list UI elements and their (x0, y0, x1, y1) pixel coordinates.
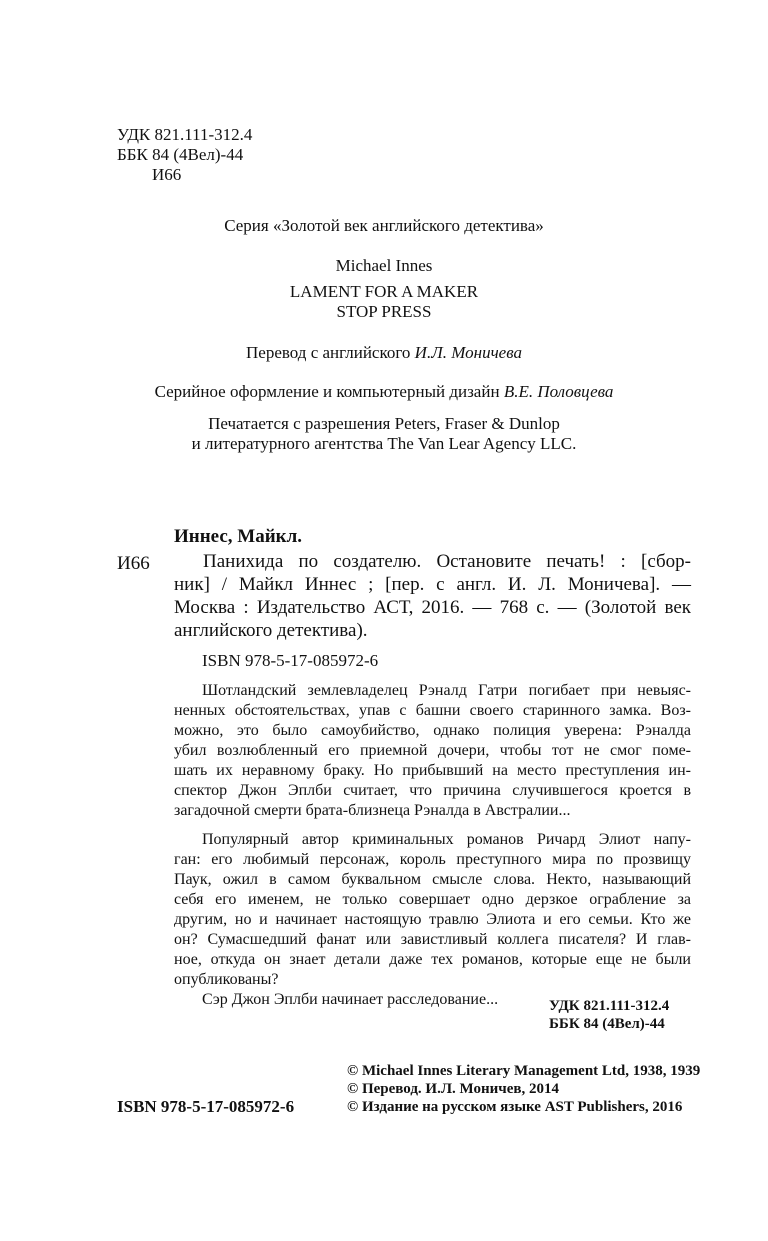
annotation-p3: Сэр Джон Эплби начинает расследование... (202, 991, 499, 1008)
bib-line-2: ник] / Майкл Иннес ; [пер. с англ. И. Л. Моничева]. — (174, 574, 691, 595)
copyright-line-2: © Перевод. И.Л. Моничев, 2014 (347, 1081, 559, 1097)
author-mark: И66 (152, 165, 182, 184)
annotation-p1-line-4: убил возлюбленный его приемной дочери, чтобы тот не смог поме- (174, 742, 691, 759)
bib-mark: И66 (117, 553, 150, 574)
translation-credit (0, 343, 768, 363)
series-title: Серия «Золотой век английского детектива» (224, 216, 544, 235)
translator-name: И.Л. Моничева (414, 343, 522, 362)
annotation-p2-line-7: ное, откуда он знает детали даже тех романов, которые еще не были (174, 951, 691, 968)
annotation-p2-line-2: ган: его любимый персонаж, король преступного мира по прозвищу (174, 851, 691, 868)
permission-line-1: Печатается с разрешения Peters, Fraser & Dunlop (208, 414, 560, 433)
bib-line-3: Москва : Издательство АСТ, 2016. — 768 с. — (Золотой век (174, 597, 691, 618)
annotation-p1-line-3: можно, это было самоубийство, однако полиция уверена: Рэналда (174, 722, 691, 739)
bib-line-4: английского детектива). (174, 620, 368, 641)
permission-line-2: и литературного агентства The Van Lear Agency LLC. (191, 434, 577, 453)
translation-prefix: Перевод с английского (246, 343, 415, 362)
bottom-udk: УДК 821.111-312.4 (549, 998, 670, 1014)
annotation-p2-line-3: Паук, ожил в самом буквальном смысле слова. Некто, называющий (174, 871, 691, 888)
annotation-p1-line-2: ненных обстоятельствах, упав с башни своего старинного замка. Воз- (174, 702, 691, 719)
designer-name: В.Е. Половцева (503, 382, 614, 401)
bottom-bbk: ББК 84 (4Вел)-44 (549, 1016, 665, 1032)
bib-author-heading: Иннес, Майкл. (174, 526, 303, 547)
original-title-1: LAMENT FOR A MAKER (289, 282, 479, 301)
udk-code: УДК 821.111-312.4 (117, 125, 253, 144)
annotation-p2-line-5: другим, но и начинает настоящую травлю Элиота и его семьи. Кто же (174, 911, 691, 928)
bib-isbn: ISBN 978-5-17-085972-6 (202, 651, 379, 670)
annotation-p2-line-1: Популярный автор криминальных романов Ричард Элиот напу- (202, 831, 691, 848)
original-author: Michael Innes (335, 256, 433, 275)
annotation-p1-line-7: загадочной смерти брата-близнеца Рэналда в Австралии... (174, 802, 571, 819)
bottom-isbn: ISBN 978-5-17-085972-6 (117, 1097, 295, 1116)
annotation-p2-line-4: себя его именем, не только совершает одно дерзкое ограбление за (174, 891, 691, 908)
original-title-2: STOP PRESS (336, 302, 432, 321)
annotation-p1-line-1: Шотландский землевладелец Рэналд Гатри погибает при невыяс- (202, 682, 691, 699)
copyright-line-3: © Издание на русском языке AST Publishers, 2016 (347, 1099, 683, 1115)
annotation-p2-line-6: он? Сумасшедший фанат или завистливый коллега писателя? И глав- (174, 931, 691, 948)
design-prefix: Серийное оформление и компьютерный дизайн (154, 382, 504, 401)
design-credit (0, 382, 768, 402)
bib-line-1: Панихида по создателю. Остановите печать! : [сбор- (203, 551, 691, 572)
annotation-p2-line-8: опубликованы? (174, 971, 279, 988)
bbk-code: ББК 84 (4Вел)-44 (117, 145, 244, 164)
annotation-p1-line-5: шать их неравному браку. Но прибывший на место преступления ин- (174, 762, 691, 779)
copyright-line-1: © Michael Innes Literary Management Ltd, 1938, 1939 (347, 1063, 701, 1079)
annotation-p1-line-6: спектор Джон Эплби считает, что причина случившегося кроется в (174, 782, 691, 799)
